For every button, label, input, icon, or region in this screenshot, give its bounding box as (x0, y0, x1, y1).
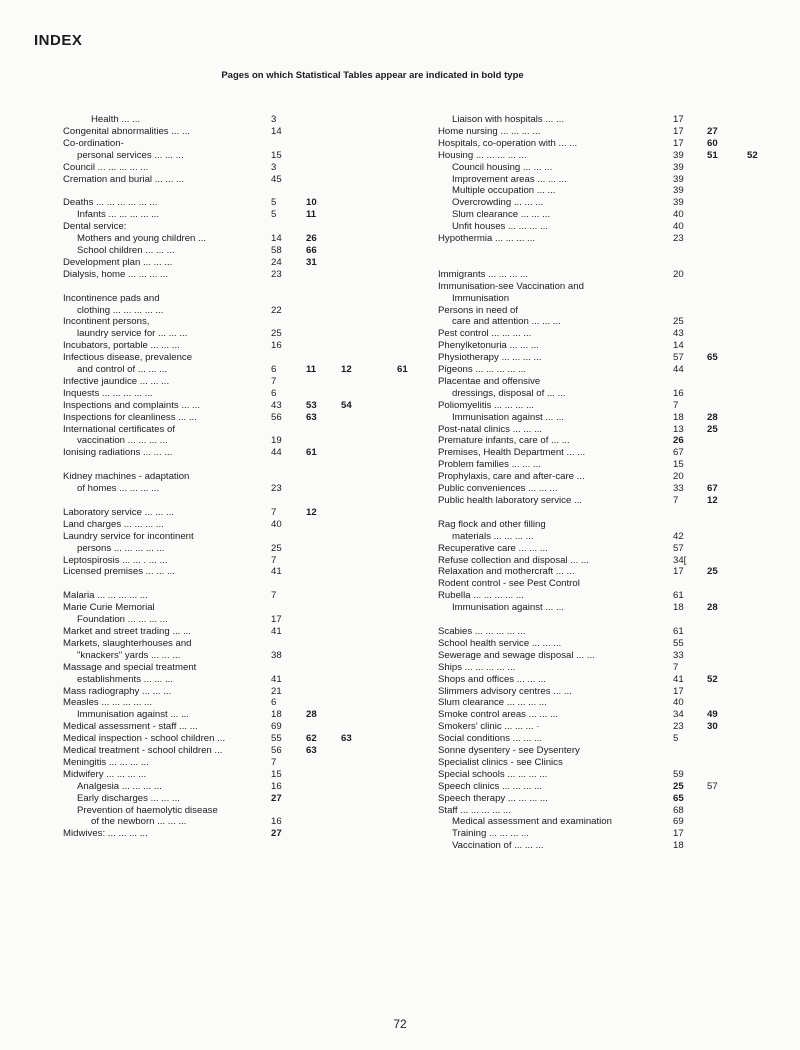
page-ref: 22 (271, 304, 282, 316)
index-entry-text: Cremation and burial ... ... ... (63, 173, 185, 185)
page-ref: 23 (271, 483, 282, 495)
index-entry-text: Measles ... ... ... ... ... (63, 697, 153, 709)
page-ref: 5 (673, 733, 679, 745)
page-ref: 69 (673, 816, 684, 828)
index-entry-text: Early discharges ... ... ... (77, 792, 180, 804)
index-entry-text: Special schools ... ... ... ... (438, 768, 548, 780)
index-entry-text: Immunisation against ... ... (452, 602, 564, 614)
page-ref: 17 (271, 614, 282, 626)
index-entry-text: Land charges ... ... ... ... (63, 518, 164, 530)
index-entry-text: Public conveniences ... ... ... (438, 483, 558, 495)
index-entry-text: Market and street trading ... ... (63, 625, 191, 637)
index-entry-text: Prophylaxis, care and after-care ... (438, 471, 585, 483)
index-entry-text: persons ... ... ... ... ... (77, 542, 165, 554)
index-entry-text: Poliomyelitis ... ... ... ... (438, 399, 534, 411)
page-ref: 40 (673, 221, 684, 233)
index-entry-text: Specialist clinics - see Clinics (438, 756, 563, 768)
page-ref: 61 (397, 364, 408, 376)
page-ref: 31 (306, 256, 317, 268)
page-ref: 41 (271, 625, 282, 637)
page-ref: 65 (707, 352, 718, 364)
page-ref: 57 (707, 780, 718, 792)
page-ref: 40 (673, 697, 684, 709)
index-entry-text: Slimmers advisory centres ... ... (438, 685, 572, 697)
page-ref: 11 (306, 209, 317, 221)
page-ref: 55 (673, 637, 684, 649)
page-ref: 67 (673, 447, 684, 459)
page-ref: 26 (673, 435, 684, 447)
index-entry-text: Licensed premises ... ... ... (63, 566, 175, 578)
index-subtitle: Pages on which Statistical Tables appear are indicated in bold type (221, 70, 524, 81)
index-entry-text: Midwives: ... ... ... ... (63, 828, 148, 840)
index-entry-text: Council housing ... ... ... (452, 161, 553, 173)
index-entry-text: care and attention ... ... ... (452, 316, 561, 328)
page-ref: 11 (306, 364, 317, 376)
index-entry-text: Leptospirosis ... ... . ... ... (63, 554, 168, 566)
page-ref: 54 (341, 399, 352, 411)
index-entry-text: Massage and special treatment (63, 661, 197, 673)
index-entry-text: Medical inspection - school children ... (63, 733, 226, 745)
index-entry-text: Persons in need of (438, 304, 519, 316)
index-entry-text: Congenital abnormalities ... ... (63, 125, 190, 137)
index-entry-text: International certificates of (63, 423, 175, 435)
page-ref: 52 (707, 673, 718, 685)
page-ref: 7 (271, 554, 277, 566)
page-ref: 25 (707, 423, 718, 435)
index-entry-text: Laundry service for incontinent (63, 530, 194, 542)
page-ref: 14 (673, 340, 684, 352)
page-ref: 63 (341, 733, 352, 745)
page-ref: 25 (707, 566, 718, 578)
index-entry-text: Phenylketonuria ... ... ... (438, 340, 539, 352)
index-entry-text: of homes ... ... ... ... (77, 483, 160, 495)
page-ref: 52 (747, 149, 758, 161)
index-entry-text: Immunisation (452, 292, 510, 304)
index-entry-text: clothing ... ... ... ... ... (77, 304, 164, 316)
page-ref: 12 (341, 364, 352, 376)
index-entry-text: Premises, Health Department ... ... (438, 447, 586, 459)
index-entry-text: Placentae and offensive (438, 375, 541, 387)
page-ref: 39 (673, 173, 684, 185)
page-ref: 51 (707, 149, 718, 161)
index-entry-text: Overcrowding ... ... ... (452, 197, 544, 209)
page-ref: 27 (271, 792, 282, 804)
page-ref: 53 (306, 399, 317, 411)
page-ref: 16 (271, 780, 282, 792)
index-entry-text: Medical assessment and examination (452, 816, 612, 828)
index-entry-text: Foundation ... ... ... ... (77, 614, 168, 626)
page-ref: 45 (271, 173, 282, 185)
page-number: 72 (393, 1017, 407, 1031)
index-entry-text: "knackers" yards ... ... ... (77, 649, 181, 661)
index-entry-text: Ships ... ... ... ... ... (438, 661, 516, 673)
page-ref: 6 (271, 697, 277, 709)
index-entry-text: Co-ordination- (63, 137, 124, 149)
index-entry-text: Slum clearance ... ... ... (452, 209, 551, 221)
page-ref: 34 (673, 709, 684, 721)
index-entry-text: Medical assessment - staff ... ... (63, 721, 198, 733)
page-ref: 17 (673, 828, 684, 840)
page-ref: 17 (673, 125, 684, 137)
page-ref: 43 (271, 399, 282, 411)
page-ref: 25 (271, 542, 282, 554)
index-entry-text: Inquests ... ... ... ... ... (63, 387, 153, 399)
page-ref: 27 (707, 125, 718, 137)
page-ref: 39 (673, 185, 684, 197)
index-entry-text: Inspections and complaints ... ... (63, 399, 201, 411)
page-ref: 27 (271, 828, 282, 840)
page-ref: 39 (673, 149, 684, 161)
index-entry-text: Unfit houses ... ... ... ... (452, 221, 548, 233)
index-entry-text: Rubella ... ... ... ... ... (438, 590, 524, 602)
page-ref: 56 (271, 745, 282, 757)
page-ref: 7 (271, 590, 277, 602)
index-entry-text: Scabies ... ... ... ... ... (438, 625, 526, 637)
page-ref: 33 (673, 483, 684, 495)
page-ref: 25 (673, 316, 684, 328)
page-ref: 33 (673, 649, 684, 661)
page-ref: 16 (673, 387, 684, 399)
page-ref: 3 (271, 161, 277, 173)
index-entry-text: dressings, disposal of ... ... (452, 387, 566, 399)
index-entry-text: Problem families ... ... ... (438, 459, 541, 471)
page-ref: 41 (271, 566, 282, 578)
index-entry-text: Post-natal clinics ... ... ... (438, 423, 542, 435)
index-entry-text: Slum clearance ... ... ... ... (438, 697, 547, 709)
index-entry-text: Prevention of haemolytic disease (77, 804, 218, 816)
page-ref: 19 (271, 435, 282, 447)
page-ref: 43 (673, 328, 684, 340)
page-ref: 40 (271, 518, 282, 530)
index-entry-text: Pigeons ... ... ... ... ... (438, 364, 526, 376)
index-entry-text: Analgesia ... ... ... ... (77, 780, 162, 792)
index-entry-text: Incubators, portable ... ... ... (63, 340, 180, 352)
page-ref: 7 (673, 661, 679, 673)
page-ref: 25 (271, 328, 282, 340)
index-entry-text: Mass radiography ... ... ... (63, 685, 172, 697)
index-entry-text: Social conditions ... ... ... (438, 733, 542, 745)
page-ref: 34[ (673, 554, 687, 566)
page-ref: 61 (673, 590, 684, 602)
index-entry-text: Medical treatment - school children ... (63, 745, 223, 757)
page-ref: 5 (271, 209, 277, 221)
index-entry-text: Ionising radiations ... ... ... (63, 447, 173, 459)
page-ref: 56 (271, 411, 282, 423)
page-ref: 7 (673, 399, 679, 411)
page-ref: 68 (673, 804, 684, 816)
page-ref: 25 (673, 780, 684, 792)
index-entry-text: Refuse collection and disposal ... ... (438, 554, 589, 566)
page-ref: 38 (271, 649, 282, 661)
page-ref: 6 (271, 364, 277, 376)
index-entry-text: Marie Curie Memorial (63, 602, 155, 614)
page-ref: 66 (306, 244, 317, 256)
page-ref: 65 (673, 792, 684, 804)
index-entry-text: Rodent control - see Pest Control (438, 578, 580, 590)
index-entry-text: Midwifery ... ... ... ... (63, 768, 147, 780)
index-entry-text: Dialysis, home ... ... ... ... (63, 268, 169, 280)
index-entry-text: Immunisation against ... ... (452, 411, 564, 423)
page-ref: 7 (271, 756, 277, 768)
index-entry-text: laundry service for ... ... ... (77, 328, 188, 340)
index-entry-text: Meningitis ... ... ... ... (63, 756, 149, 768)
index-entry-text: Infants ... ... ... ... ... (77, 209, 160, 221)
page-ref: 18 (673, 411, 684, 423)
page-ref: 23 (271, 268, 282, 280)
index-entry-text: Housing ... ... ... ... ... (438, 149, 527, 161)
page-ref: 17 (673, 137, 684, 149)
page-ref: 12 (707, 495, 718, 506)
page-ref: 28 (707, 411, 718, 423)
index-entry-text: Speech clinics ... ... ... ... (438, 780, 542, 792)
page-ref: 63 (306, 411, 317, 423)
page-ref: 6 (271, 387, 277, 399)
index-entry-text: Home nursing ... ... ... ... (438, 125, 541, 137)
page-ref: 20 (673, 268, 684, 280)
index-entry-text: Pest control ... ... ... ... (438, 328, 532, 340)
page-ref: 15 (271, 768, 282, 780)
page-ref: 58 (271, 244, 282, 256)
index-entry-text: Smokers' clinic ... ... ... · (438, 721, 540, 733)
page-ref: 41 (673, 673, 684, 685)
page-ref: 21 (271, 685, 282, 697)
index-entry-text: Rag flock and other filling (438, 518, 546, 530)
index-entry-text: Staff ... ... ... ... ... (438, 804, 511, 816)
index-entry-text: Laboratory service ... ... ... (63, 506, 174, 518)
page-ref: 7 (271, 375, 277, 387)
page-ref: 62 (306, 733, 317, 745)
page-ref: 28 (707, 602, 718, 614)
page-ref: 44 (271, 447, 282, 459)
index-entry-text: Deaths ... ... ... ... ... ... (63, 197, 158, 209)
index-entry-text: Kidney machines - adaptation (63, 471, 190, 483)
index-entry-text: Incontinence pads and (63, 292, 160, 304)
index-entry-text: Immunisation against ... ... (77, 709, 189, 721)
page-ref: 57 (673, 352, 684, 364)
page-ref: 7 (673, 495, 679, 506)
index-entry-text: Relaxation and mothercraft ... ... (438, 566, 575, 578)
page-ref: 44 (673, 364, 684, 376)
page-ref: 23 (673, 233, 684, 245)
index-entry-text: of the newborn ... ... ... (91, 816, 187, 828)
index-entry-text: Smoke control areas ... ... ... (438, 709, 558, 721)
index-entry-text: Premature infants, care of ... ... (438, 435, 570, 447)
index-entry-text: Development plan ... ... ... (63, 256, 173, 268)
index-entry-text: Health ... ... (91, 114, 141, 125)
page-ref: 24 (271, 256, 282, 268)
page-ref: 18 (673, 602, 684, 614)
index-entry-text: School health service ... ... ... (438, 637, 562, 649)
page-ref: 26 (306, 233, 317, 245)
page-ref: 61 (673, 625, 684, 637)
page-ref: 15 (673, 459, 684, 471)
page-ref: 39 (673, 161, 684, 173)
page-ref: 57 (673, 542, 684, 554)
index-entry-text: Immigrants ... ... ... ... (438, 268, 529, 280)
page-ref: 18 (271, 709, 282, 721)
index-entry-text: Speech therapy ... ... ... ... (438, 792, 548, 804)
index-entry-text: Improvement areas ... ... ... (452, 173, 567, 185)
page-ref: 12 (306, 506, 317, 518)
page-ref: 3 (271, 114, 277, 125)
page-ref: 61 (306, 447, 317, 459)
page-ref: 69 (271, 721, 282, 733)
page-ref: 60 (707, 137, 718, 149)
page-ref: 39 (673, 197, 684, 209)
index-entry-text: Hospitals, co-operation with ... ... (438, 137, 578, 149)
page-ref: 10 (306, 197, 317, 209)
index-entry-text: Liaison with hospitals ... ... (452, 114, 564, 125)
page-ref: 16 (271, 816, 282, 828)
index-entry-text: vaccination ... ... ... ... (77, 435, 168, 447)
index-entry-text: School children ... ... ... (77, 244, 175, 256)
index-entry-text: Dental service: (63, 221, 127, 233)
page-ref: 49 (707, 709, 718, 721)
index-entry-text: Council ... ... ... ... ... (63, 161, 149, 173)
index-entry-text: Infective jaundice ... ... ... (63, 375, 170, 387)
index-entry-text: and control of ... ... ... (77, 364, 168, 376)
page-ref: 63 (306, 745, 317, 757)
page-ref: 17 (673, 685, 684, 697)
page-ref: 13 (673, 423, 684, 435)
page-ref: 42 (673, 530, 684, 542)
index-entry-text: Hypothermia ... ... ... ... (438, 233, 536, 245)
index-entry-text: Inspections for cleanliness ... ... (63, 411, 197, 423)
page-ref: 28 (306, 709, 317, 721)
index-entry-text: Public health laboratory service ... (438, 495, 582, 506)
index-entry-text: Training ... ... ... ... (452, 828, 529, 840)
index-entry-text: Mothers and young children ... (77, 233, 207, 245)
index-entry-text: Physiotherapy ... ... ... ... (438, 352, 542, 364)
index-entry-text: Markets, slaughterhouses and (63, 637, 192, 649)
page-ref: 67 (707, 483, 718, 495)
page-ref: 41 (271, 673, 282, 685)
index-entry-text: Immunisation-see Vaccination and (438, 280, 584, 292)
index-entry-text: Incontinent persons, (63, 316, 150, 328)
index-title: INDEX (34, 32, 83, 49)
index-entry-text: materials ... ... ... ... (452, 530, 534, 542)
index-entry-text: Sonne dysentery - see Dysentery (438, 745, 580, 757)
page-ref: 14 (271, 125, 282, 137)
index-entry-text: personal services ... ... ... (77, 149, 184, 161)
index-entry-text: Shops and offices ... ... ... (438, 673, 547, 685)
index-entry-text: Sewerage and sewage disposal ... ... (438, 649, 595, 661)
page-ref: 17 (673, 114, 684, 125)
index-entry-text: Malaria ... ... ... ... ... (63, 590, 148, 602)
index-entry-text: Multiple occupation ... ... (452, 185, 556, 197)
index-entry-text: Infectious disease, prevalence (63, 352, 193, 364)
page-ref: 18 (673, 840, 684, 852)
page-ref: 15 (271, 149, 282, 161)
page-ref: 16 (271, 340, 282, 352)
page-ref: 55 (271, 733, 282, 745)
page-ref: 7 (271, 506, 277, 518)
page-ref: 14 (271, 233, 282, 245)
page-ref: 5 (271, 197, 277, 209)
page-ref: 40 (673, 209, 684, 221)
page-ref: 59 (673, 768, 684, 780)
page-ref: 20 (673, 471, 684, 483)
index-entry-text: Vaccination of ... ... ... (452, 840, 544, 852)
page-ref: 30 (707, 721, 718, 733)
page-ref: 23 (673, 721, 684, 733)
index-entry-text: Recuperative care ... ... ... (438, 542, 548, 554)
page-ref: 17 (673, 566, 684, 578)
index-entry-text: establishments ... ... ... (77, 673, 173, 685)
